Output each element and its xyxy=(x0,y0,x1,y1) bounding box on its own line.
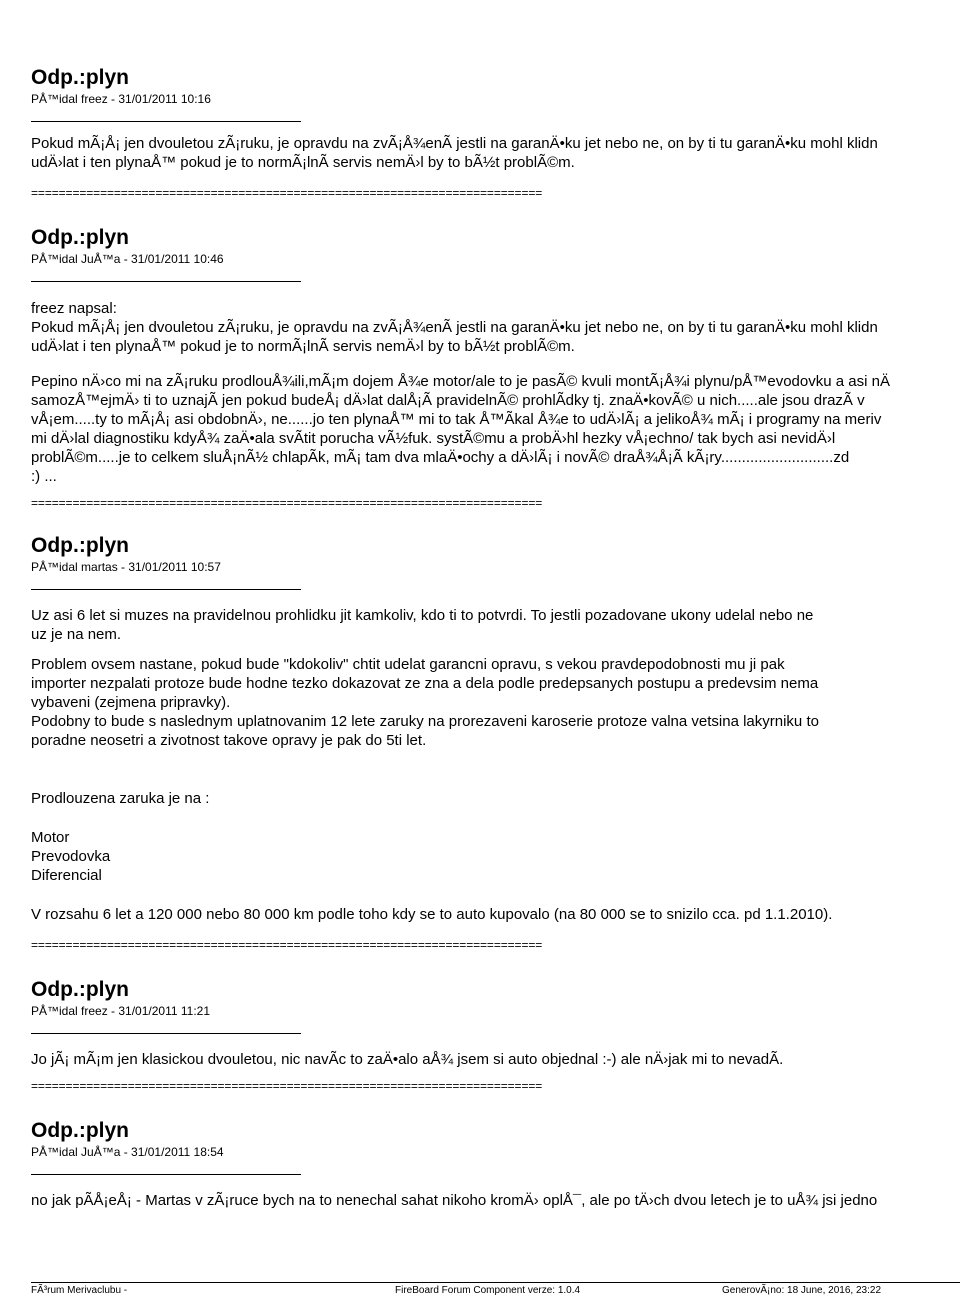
meta-divider xyxy=(31,589,301,590)
post-separator: ========================================================================== xyxy=(31,186,543,200)
post-line: Pepino nÄ›co mi na zÃ¡ruku prodlouÅ¾ili,mÃ¡m dojem Å¾e motor/ale to je pasÃ© kvuli montÃ¡Å¾i plynu/pÅ™evodovku a asi nÄ xyxy=(31,373,890,390)
meta-divider xyxy=(31,1033,301,1034)
forum-thread xyxy=(31,66,960,1210)
forum-post xyxy=(31,534,960,952)
post-body xyxy=(31,134,960,172)
quote-line: Pokud mÃ¡Å¡ jen dvouletou zÃ¡ruku, je opravdu na zvÃ¡Å¾enÃ jestli na garanÄ•ku jet nebo ne, on by ti tu garanÄ•ku mohl klidn xyxy=(31,319,878,336)
post-line: Pokud mÃ¡Å¡ jen dvouletou zÃ¡ruku, je opravdu na zvÃ¡Å¾enÃ jestli na garanÄ•ku jet nebo ne, on by ti tu garanÄ•ku mohl klidn xyxy=(31,135,878,152)
post-line: :) ... xyxy=(31,468,57,485)
forum-post xyxy=(31,66,960,200)
post-title: Odp.:plyn xyxy=(31,226,129,249)
post-line: Uz asi 6 let si muzes na pravidelnou prohlidku jit kamkoliv, kdo ti to potvrdi. To jestli pozadovane ukony udelal nebo ne xyxy=(31,607,814,624)
post-line: uz je na nem. xyxy=(31,626,122,643)
post-line: Prodlouzena zaruka je na : xyxy=(31,790,210,807)
post-paragraph xyxy=(31,905,960,924)
post-title: Odp.:plyn xyxy=(31,66,129,89)
post-title: Odp.:plyn xyxy=(31,978,129,1001)
meta-divider xyxy=(31,281,301,282)
meta-divider xyxy=(31,1174,301,1175)
quote-block xyxy=(31,299,960,356)
post-title: Odp.:plyn xyxy=(31,1119,129,1142)
forum-post xyxy=(31,978,960,1093)
post-line: Podobny to bude s naslednym uplatnovanim 12 lete zaruky na prorezaveni karoserie protoze valna vetsina lakyrniku to xyxy=(31,713,819,730)
post-separator: ========================================================================== xyxy=(31,1079,543,1093)
post-body xyxy=(31,1191,960,1210)
forum-post xyxy=(31,1119,960,1210)
post-paragraph xyxy=(31,606,960,644)
post-line: V rozsahu 6 let a 120 000 nebo 80 000 km podle toho kdy se to auto kupovalo (na 80 000 se to snizilo cca. pd 1.1.2010). xyxy=(31,906,833,923)
list-item: Motor xyxy=(31,829,70,846)
post-line: samozÅ™ejmÄ› ti to uznajÃ jen pokud budeÅ¡ dÄ›lat dalÅ¡Ã pravidelnÃ© prohlÃdky tj. znaÄ•kovÃ© u nich.....ale jsou drazÃ v xyxy=(31,392,865,409)
post-paragraph xyxy=(31,655,960,750)
post-separator: ========================================================================== xyxy=(31,496,543,510)
footer-component: FireBoard Forum Component verze: 1.0.4 xyxy=(395,1285,581,1296)
post-meta: PÅ™idal JuÅ™a - 31/01/2011 10:46 xyxy=(31,252,224,266)
meta-divider xyxy=(31,121,301,122)
post-line: vybaveni (zejmena pripravky). xyxy=(31,694,231,711)
page-footer xyxy=(31,1282,960,1298)
quote-header: freez napsal: xyxy=(31,300,117,317)
post-separator: ========================================================================== xyxy=(31,938,543,952)
post-paragraph xyxy=(31,789,960,808)
post-line: mi dÄ›lal diagnostiku kdyÅ¾ zaÄ•ala svÃtit porucha vÃ½fuk. systÃ©mu a probÄ›hl hezky vÅ¡echno/ tak bych asi nevidÄ›l xyxy=(31,430,836,447)
footer-generated: GenerovÃ¡no: 18 June, 2016, 23:22 xyxy=(722,1285,882,1296)
post-line: Problem ovsem nastane, pokud bude "kdokoliv" chtit udelat garancni opravu, s vekou pravdepodobnosti mu ji pak xyxy=(31,656,785,673)
post-meta: PÅ™idal JuÅ™a - 31/01/2011 18:54 xyxy=(31,1145,224,1159)
post-line: poradne neosetri a zivotnost takove opravy je pak do 5ti let. xyxy=(31,732,427,749)
post-line: udÄ›lat i ten plynaÅ™ pokud je to normÃ¡lnÃ servis nemÄ›l by to bÃ½t problÃ©m. xyxy=(31,154,575,171)
forum-post xyxy=(31,226,960,510)
post-body xyxy=(31,1050,960,1069)
post-line: importer nezpalati protoze bude hodne tezko dokazovat ze zna a dela podle predepsanych postupu a predevsim nema xyxy=(31,675,819,692)
post-line: problÃ©m.....je to celkem sluÅ¡nÃ½ chlapÃk, mÃ¡ tam dva mlaÄ•ochy a dÄ›lÃ¡ i novÃ© draÅ¾Å¡Ã kÃ¡ry...........................zd xyxy=(31,449,850,466)
post-line: vÅ¡em.....ty to mÃ¡Å¡ asi obdobnÄ›, ne......jo ten plynaÅ™ mi to tak Å™Ãkal Å¾e to udÄ›lÃ¡ a jelikoÅ¾ mÃ¡ i programy na meriv xyxy=(31,411,882,428)
quote-line: udÄ›lat i ten plynaÅ™ pokud je to normÃ¡lnÃ servis nemÄ›l by to bÃ½t problÃ©m. xyxy=(31,338,575,355)
list-item: Prevodovka xyxy=(31,848,111,865)
footer-site-name: FÃ³rum Merivaclubu - xyxy=(31,1285,128,1296)
post-meta: PÅ™idal freez - 31/01/2011 11:21 xyxy=(31,1004,211,1018)
post-line: no jak pÃÅ¡eÅ¡ - Martas v zÃ¡ruce bych na to nenechal sahat nikoho kromÄ› oplÅ¯, ale po tÄ›ch dvou letech je to uÅ¾ jsi jedno xyxy=(31,1192,878,1209)
post-list xyxy=(31,828,960,885)
post-meta: PÅ™idal martas - 31/01/2011 10:57 xyxy=(31,560,221,574)
list-item: Diferencial xyxy=(31,867,102,884)
post-line: Jo jÃ¡ mÃ¡m jen klasickou dvouletou, nic navÃc to zaÄ•alo aÅ¾ jsem si auto objednal :-) ale nÄ›jak mi to nevadÃ. xyxy=(31,1051,784,1068)
post-title: Odp.:plyn xyxy=(31,534,129,557)
post-body xyxy=(31,372,960,486)
post-meta: PÅ™idal freez - 31/01/2011 10:16 xyxy=(31,92,211,106)
